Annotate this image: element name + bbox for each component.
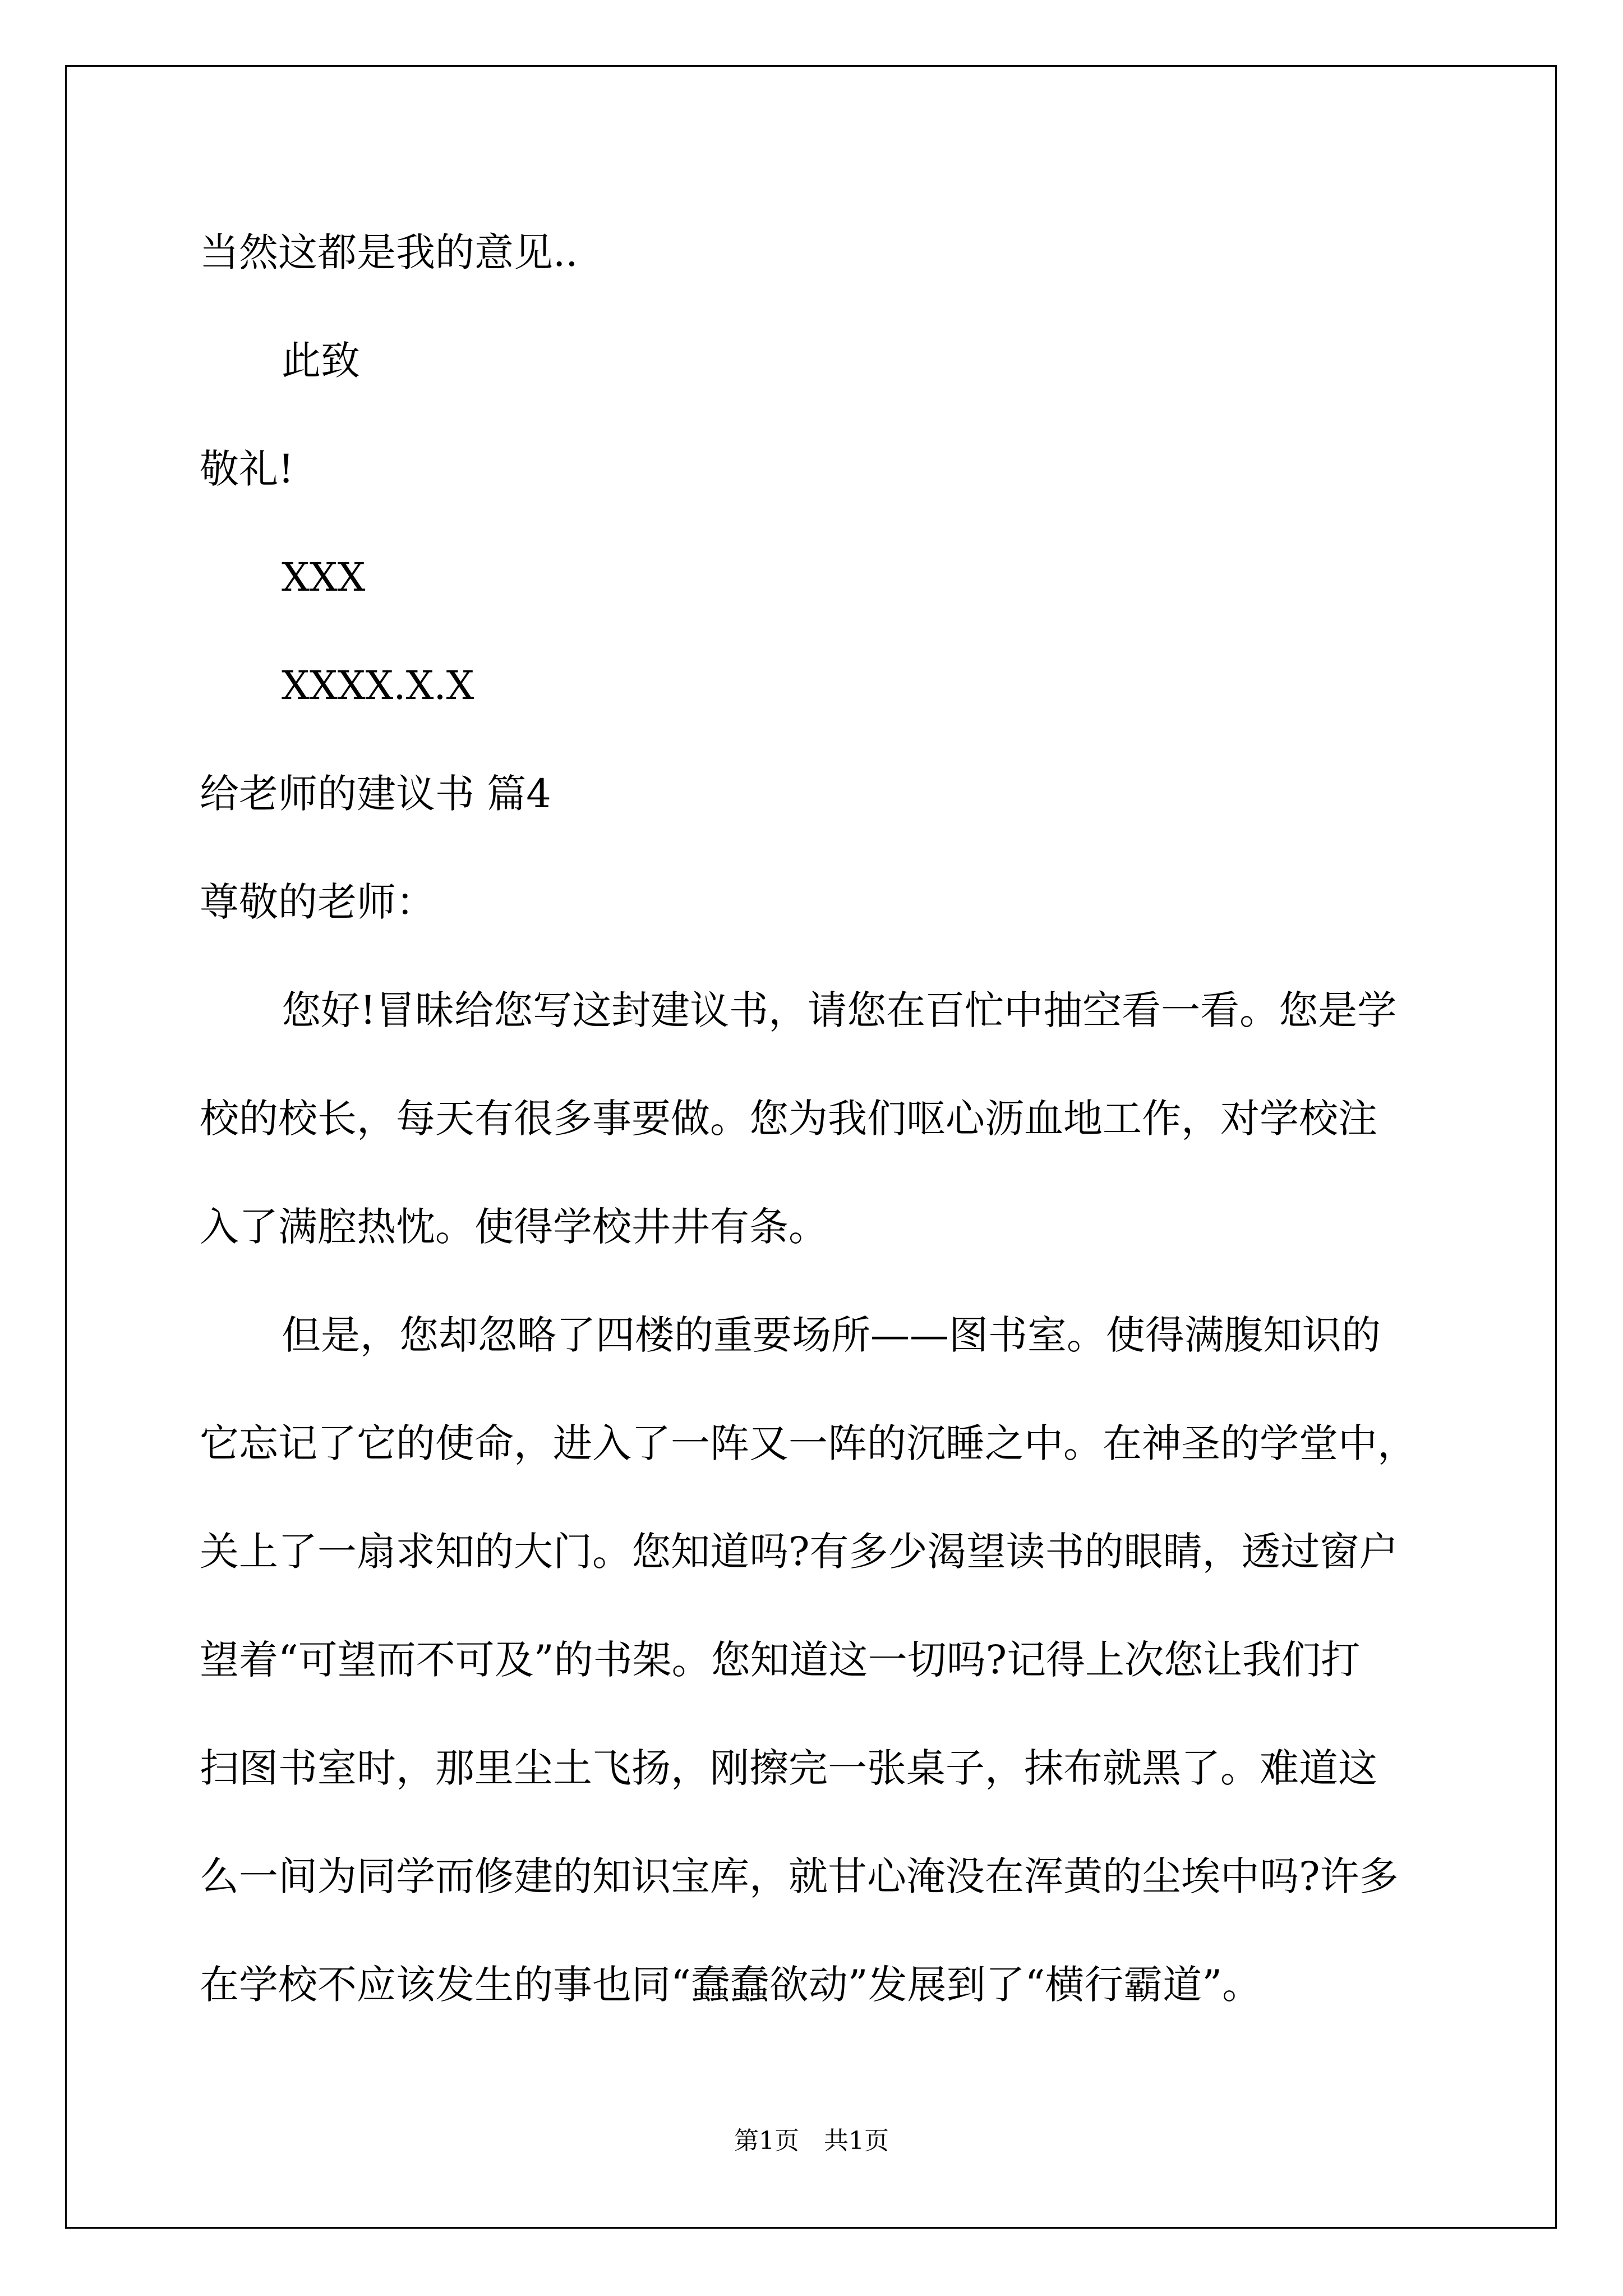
paragraph-line: 么一间为同学而修建的知识宝库，就甘心淹没在浑黄的尘埃中吗?许多 [200, 1853, 1399, 1899]
letter-greeting: 尊敬的老师： [200, 879, 435, 925]
paragraph-line: 关上了一扇求知的大门。您知道吗?有多少渴望读书的眼睛，透过窗户 [200, 1529, 1399, 1575]
signature-name-line: XXX [282, 554, 366, 600]
paragraph-line: 您好!冒昧给您写这封建议书，请您在百忙中抽空看一看。您是学 [282, 987, 1397, 1033]
paragraph-line: 入了满腔热忱。使得学校井井有条。 [200, 1204, 828, 1250]
signature-date-line: XXXX.X.X [282, 662, 474, 708]
closing-remark-line: 当然这都是我的意见.. [200, 229, 578, 275]
paragraph-line: 在学校不应该发生的事也同“蠢蠢欲动”发展到了“横行霸道”。 [200, 1962, 1262, 2008]
page-border [65, 65, 1557, 2229]
paragraph-line: 它忘记了它的使命，进入了一阵又一阵的沉睡之中。在神圣的学堂中， [200, 1420, 1417, 1466]
section-title: 给老师的建议书 篇4 [200, 771, 551, 817]
paragraph-line: 校的校长，每天有很多事要做。您为我们呕心沥血地工作，对学校注 [200, 1096, 1377, 1142]
paragraph-line: 扫图书室时，那里尘土飞扬，刚擦完一张桌子，抹布就黑了。难道这 [200, 1745, 1377, 1791]
regards-line: 敬礼! [200, 446, 294, 492]
paragraph-line: 但是，您却忽略了四楼的重要场所——图书室。使得满腹知识的 [282, 1312, 1381, 1358]
page-footer: 第1页 共1页 [734, 2127, 889, 2155]
paragraph-line: 望着“可望而不可及”的书架。您知道这一切吗?记得上次您让我们打 [200, 1637, 1361, 1683]
salutation-line: 此致 [282, 338, 360, 384]
